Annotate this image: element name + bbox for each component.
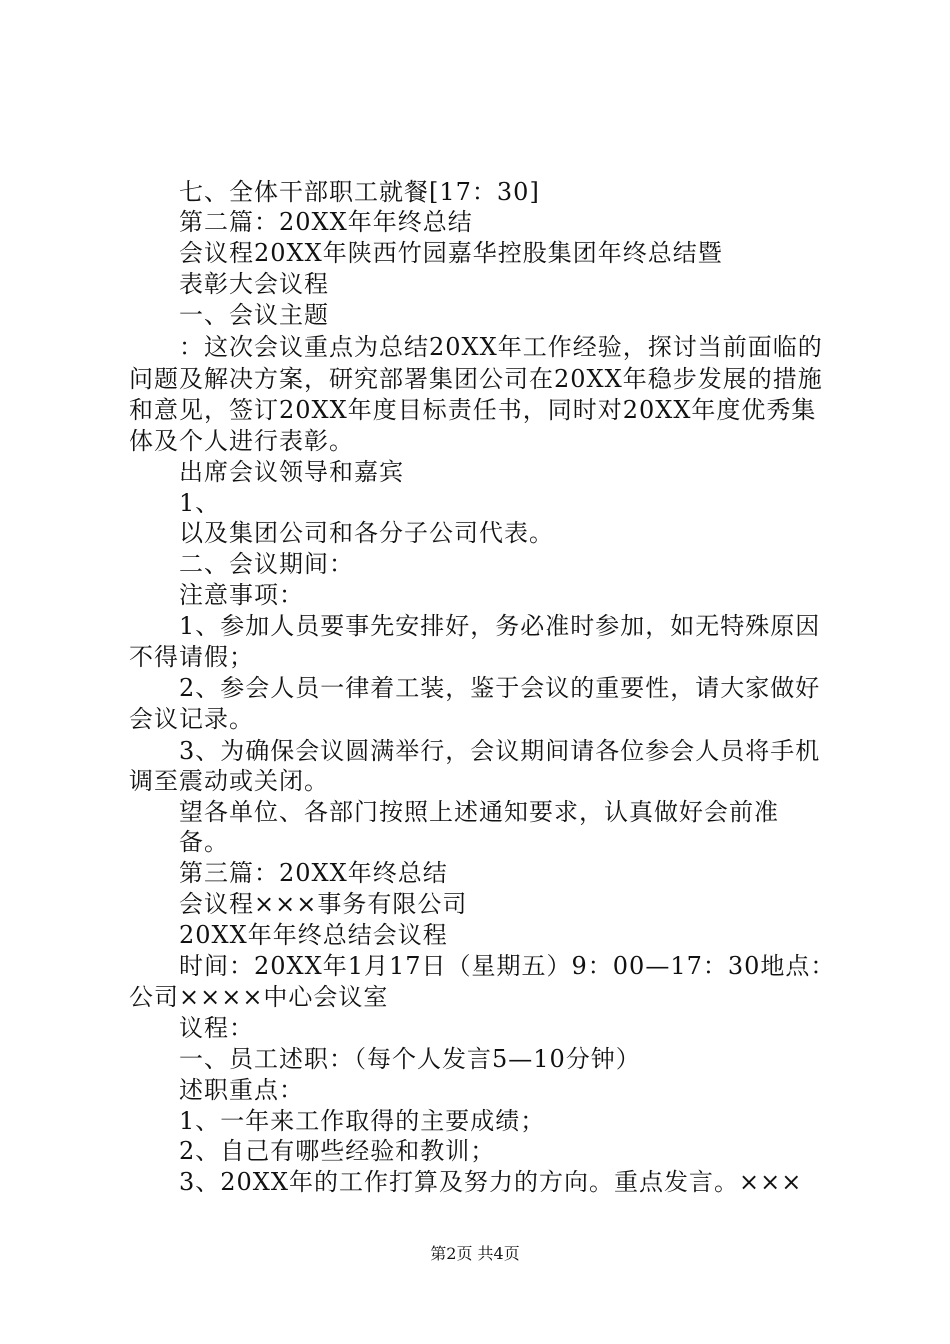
text-line: 望各单位、各部门按照上述通知要求，认真做好会前准 xyxy=(179,798,779,826)
text-line: 一、会议主题 xyxy=(179,301,329,329)
text-line: 2、参会人员一律着工装，鉴于会议的重要性，请大家做好 xyxy=(179,674,821,702)
text-line: 公司××××中心会议室 xyxy=(129,983,389,1011)
text-line: 1、参加人员要事先安排好，务必准时参加，如无特殊原因 xyxy=(179,612,821,640)
text-line: 3、20XX年的工作打算及努力的方向。重点发言。××× xyxy=(179,1168,803,1196)
text-line: 不得请假； xyxy=(129,643,254,671)
text-line: 以及集团公司和各分子公司代表。 xyxy=(179,519,554,547)
text-line: 注意事项： xyxy=(179,581,304,609)
text-line: 备。 xyxy=(179,828,229,856)
text-line: 调至震动或关闭。 xyxy=(129,767,329,795)
text-line: 2、自己有哪些经验和教训； xyxy=(179,1137,496,1165)
text-line: 述职重点： xyxy=(179,1076,304,1104)
text-line: 二、会议期间： xyxy=(179,550,354,578)
text-line: 议程： xyxy=(179,1014,254,1042)
text-line: 七、全体干部职工就餐[17：30] xyxy=(179,178,540,206)
section-heading: 第三篇：20XX年终总结 xyxy=(179,859,448,887)
page-number-footer: 第2页 共4页 xyxy=(430,1244,520,1263)
section-heading: 第二篇：20XX年年终总结 xyxy=(179,208,473,236)
text-line: 时间：20XX年1月17日（星期五）9：00—17：30地点： xyxy=(179,952,836,980)
text-line: 表彰大会议程 xyxy=(179,270,329,298)
text-line: 和意见，签订20XX年度目标责任书，同时对20XX年度优秀集 xyxy=(129,396,817,424)
text-line: 问题及解决方案，研究部署集团公司在20XX年稳步发展的措施 xyxy=(129,365,823,393)
text-line: 1、一年来工作取得的主要成绩； xyxy=(179,1107,546,1135)
text-line: 会议记录。 xyxy=(129,705,254,733)
text-line: 体及个人进行表彰。 xyxy=(129,427,354,455)
text-line: ：这次会议重点为总结20XX年工作经验，探讨当前面临的 xyxy=(179,333,823,361)
text-line: 20XX年年终总结会议程 xyxy=(179,921,448,949)
text-line: 会议程×××事务有限公司 xyxy=(179,890,468,918)
text-line: 一、员工述职：（每个人发言5—10分钟） xyxy=(179,1045,641,1073)
text-line: 1、 xyxy=(179,489,221,517)
text-line: 会议程20XX年陕西竹园嘉华控股集团年终总结暨 xyxy=(179,239,723,267)
text-line: 3、为确保会议圆满举行，会议期间请各位参会人员将手机 xyxy=(179,737,821,765)
text-line: 出席会议领导和嘉宾 xyxy=(179,458,404,486)
